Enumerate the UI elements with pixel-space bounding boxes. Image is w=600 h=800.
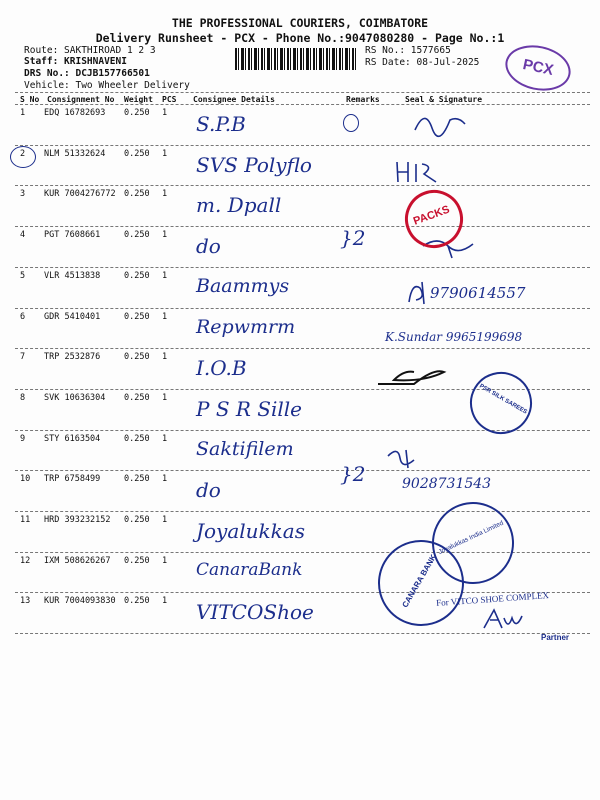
row-6-sno: 6 (20, 311, 26, 322)
row-8-consignee-handwriting: P S R Sille (196, 396, 303, 421)
row-11-consignee-handwriting: Joyalukkas (196, 519, 305, 543)
joyalukkas-stamp-text: Joyalukkas India Limited (437, 519, 505, 556)
canara-bank-stamp-text: CANARA BANK (400, 552, 439, 610)
header-rule-bottom (15, 104, 590, 105)
phone-row-9: 9028731543 (402, 476, 492, 492)
row-separator (15, 185, 590, 186)
row-6-pcs: 1 (162, 311, 168, 322)
row-separator (15, 348, 590, 349)
barcode (235, 48, 357, 70)
staff-line (24, 56, 127, 67)
row-11-pcs: 1 (162, 515, 168, 525)
row-13-sno: 13 (20, 596, 31, 607)
row-separator (15, 145, 590, 146)
row-3-weight: 0.250 (124, 189, 150, 200)
row-6-weight: 0.250 (124, 311, 150, 322)
row-7-sno: 7 (20, 352, 26, 363)
signature-row-1 (410, 108, 470, 138)
row-10-sno: 10 (20, 474, 31, 485)
row-2-consignee-handwriting: SVS Polyflo (196, 152, 312, 177)
row-6-consignee-handwriting: Repwmrm (196, 315, 296, 338)
col-pcs: PCS (162, 95, 177, 104)
row-8-pcs: 1 (162, 392, 168, 403)
row-4-weight: 0.250 (124, 230, 150, 241)
vitco-stamp-text: For VITCO SHOE COMPLEX (435, 590, 550, 608)
row-5-sno: 5 (20, 270, 26, 281)
row-1-consignment: EDQ 16782693 (44, 108, 106, 118)
row-10-consignee-handwriting: do (196, 478, 221, 503)
row-2-consignment: NLM 51332624 (44, 148, 106, 159)
row-8-consignment: SVK 10636304 (44, 392, 106, 403)
partner-label: Partner (541, 633, 570, 642)
row-separator (15, 470, 590, 471)
row-5-pcs: 1 (162, 270, 168, 281)
signature-row-9 (384, 444, 424, 474)
row-7-weight: 0.250 (124, 352, 150, 363)
row-13-consignee-handwriting: VITCOShoe (196, 600, 314, 625)
row-6-consignment: GDR 5410401 (44, 311, 101, 322)
runsheet-subtitle: Delivery Runsheet - PCX - Phone No.:9047080280 - Page No.:1 (95, 31, 505, 45)
row-9-consignment: STY 6163504 (44, 433, 101, 444)
drs-label: DRS No.: (24, 68, 76, 79)
row-5-weight: 0.250 (124, 270, 150, 281)
row-12-pcs: 1 (162, 555, 168, 566)
col-consignment: Consignment No (47, 95, 115, 104)
signature-row-7 (374, 362, 454, 392)
drs-line (24, 68, 150, 79)
row-2-pcs: 1 (162, 148, 168, 159)
phone-row-5: 9790614557 (430, 284, 526, 302)
signature-row-2 (392, 156, 452, 186)
remark-brace-rows-3-4: }2 (340, 226, 366, 250)
row-separator (15, 267, 590, 268)
row-1-remark-mark (343, 114, 359, 132)
row-8-weight: 0.250 (124, 392, 150, 403)
row-3-pcs: 1 (162, 189, 168, 200)
col-remarks: Remarks (346, 95, 380, 104)
psr-silk-stamp (459, 361, 544, 446)
row-3-consignee-handwriting: m. Dpall (196, 193, 282, 218)
row-5-consignee-handwriting: Baammys (196, 274, 290, 297)
row-separator (15, 511, 590, 512)
row-9-sno: 9 (20, 433, 26, 444)
drs-number: DCJB157766501 (75, 68, 150, 79)
row-13-consignment: KUR 7004093830 (44, 596, 116, 607)
company-title: THE PROFESSIONAL COURIERS, COIMBATORE (171, 16, 429, 30)
row-11-consignment: HRD 393232152 (44, 515, 111, 525)
rs-number: RS No.: 1577665 (365, 45, 451, 56)
row-8-sno: 8 (20, 392, 26, 403)
col-weight: Weight (124, 95, 153, 104)
vehicle-text: Vehicle: Two Wheeler Delivery (24, 80, 190, 91)
row-1-consignee-handwriting: S.P.B (196, 112, 246, 136)
row-7-consignment: TRP 2532876 (44, 352, 101, 363)
packs-stamp-text: PACKS (411, 203, 452, 228)
row-10-consignment: TRP 6758499 (44, 474, 101, 485)
staff-name: KRISHNAVENI (64, 56, 127, 67)
row-5-consignment: VLR 4513838 (44, 270, 101, 281)
row-separator (15, 308, 590, 309)
col-seal: Seal & Signature (405, 95, 483, 104)
row-10-pcs: 1 (162, 474, 168, 485)
row-12-consignee-handwriting: CanaraBank (196, 559, 303, 580)
row-11-weight: 0.250 (124, 515, 150, 525)
row-4-pcs: 1 (162, 230, 168, 241)
row-7-pcs: 1 (162, 352, 168, 363)
row-12-weight: 0.250 (124, 555, 150, 566)
row-13-weight: 0.250 (124, 596, 150, 607)
row-9-pcs: 1 (162, 433, 168, 444)
row-1-weight: 0.250 (124, 108, 150, 118)
row-3-sno: 3 (20, 189, 26, 200)
row-2-circle-mark (10, 146, 36, 168)
row-4-sno: 4 (20, 230, 26, 241)
row-7-consignee-handwriting: I.O.B (196, 356, 247, 381)
row-1-sno: 1 (20, 108, 26, 118)
route-text: Route: SAKTHIROAD 1 2 3 (24, 45, 156, 56)
col-sno: S No (20, 95, 40, 104)
row-4-consignment: PGT 7608661 (44, 230, 101, 241)
psr-silk-stamp-text: PSR SILK SAREES (478, 383, 528, 416)
header-rule-top (15, 92, 590, 93)
row-1-pcs: 1 (162, 108, 168, 118)
col-consignee: Consignee Details (193, 95, 275, 104)
staff-label: Staff: (24, 56, 65, 67)
row-12-consignment: IXM 508626267 (44, 555, 111, 566)
row-9-weight: 0.250 (124, 433, 150, 444)
rs-date: RS Date: 08-Jul-2025 (365, 57, 480, 68)
row-9-consignee-handwriting: Saktifilem (196, 437, 294, 460)
row-13-pcs: 1 (162, 596, 168, 607)
row-12-sno: 12 (20, 555, 31, 566)
signer-row-6: K.Sundar 9965199698 (385, 330, 523, 344)
row-2-weight: 0.250 (124, 148, 150, 159)
row-3-consignment: KUR 7004276772 (44, 189, 116, 200)
row-separator (15, 226, 590, 227)
signature-row-13 (480, 604, 530, 634)
row-4-consignee-handwriting: do (196, 234, 221, 259)
pcx-stamp (501, 40, 575, 97)
row-11-sno: 11 (20, 515, 31, 525)
pcx-stamp-text: PCX (521, 55, 555, 80)
row-10-weight: 0.250 (124, 474, 150, 485)
row-2-sno: 2 (20, 148, 26, 159)
remark-brace-rows-9-10: }2 (340, 462, 366, 486)
